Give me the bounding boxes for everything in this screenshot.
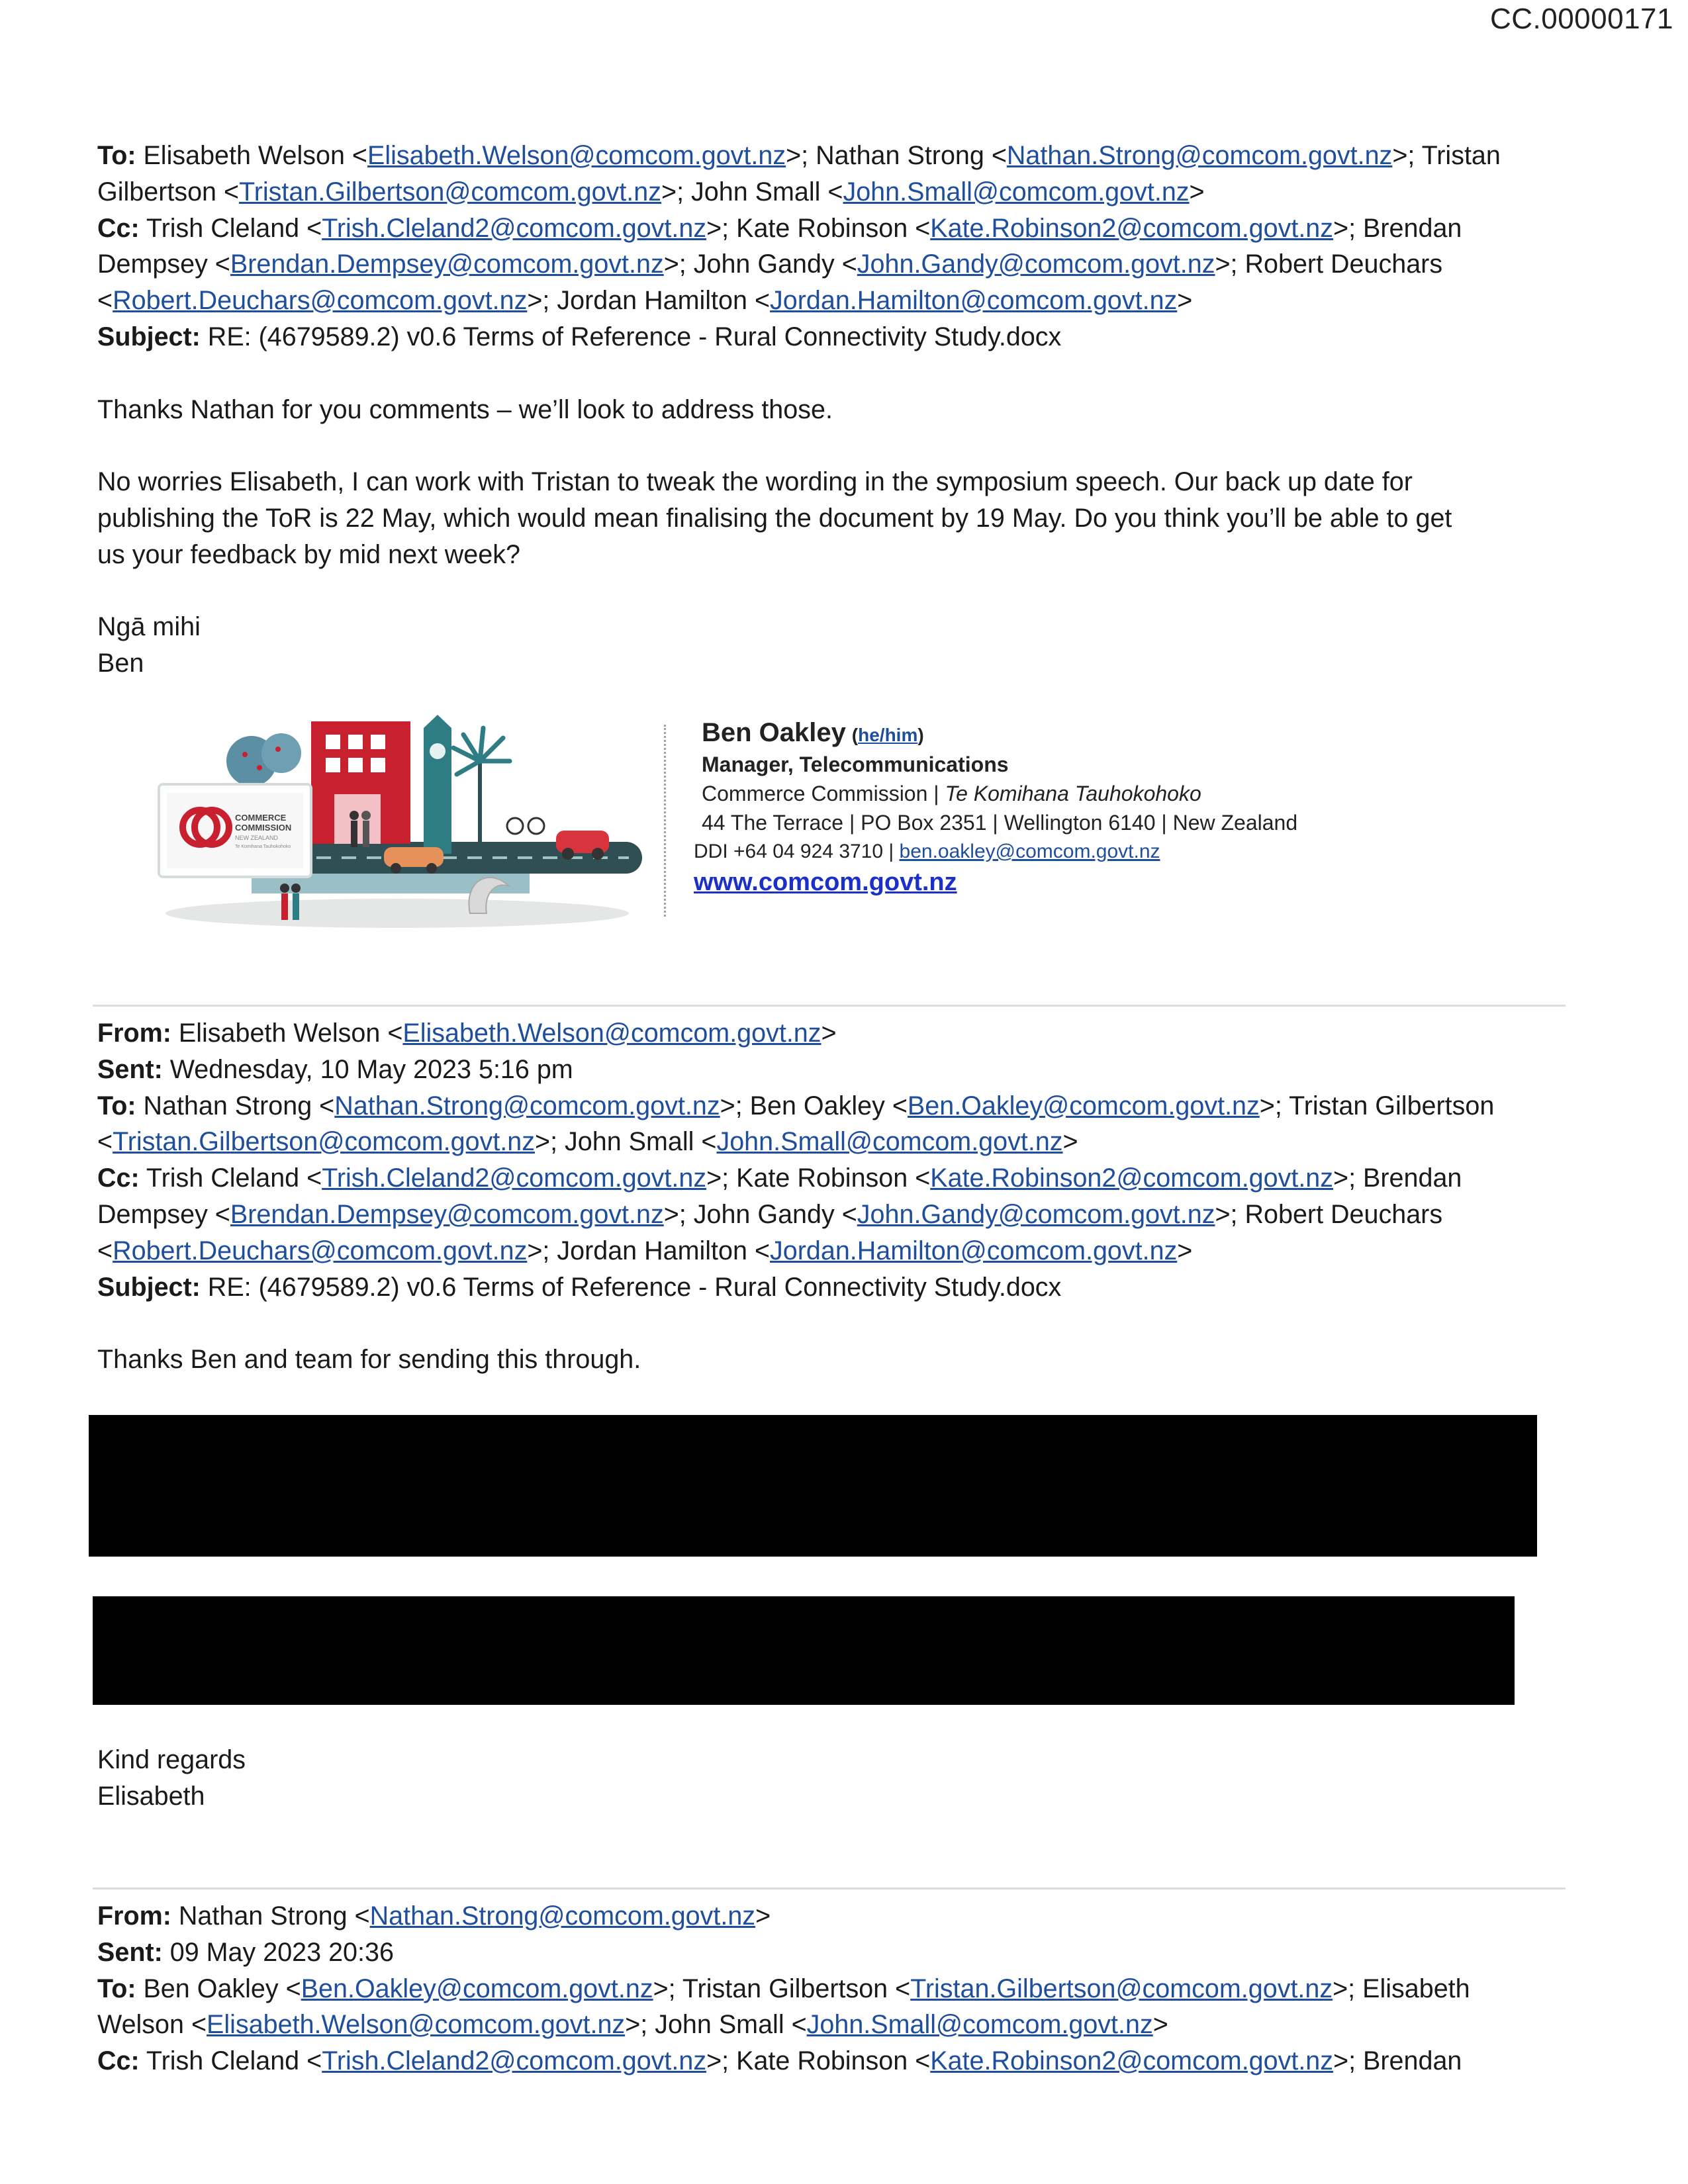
recipient-text: >; John Small < xyxy=(625,2010,807,2040)
recipient-text: > xyxy=(1062,1127,1078,1157)
email-link[interactable]: Brendan.Dempsey@comcom.govt.nz xyxy=(230,250,664,279)
logo-text: NEW ZEALAND xyxy=(235,835,279,841)
recipient-text: >; Kate Robinson < xyxy=(706,2046,931,2076)
subject-text: RE: (4679589.2) v0.6 Terms of Reference - Rural Connectivity Study.docx xyxy=(200,1272,1062,1302)
email-link[interactable]: Brendan.Dempsey@comcom.govt.nz xyxy=(230,1199,664,1229)
email-link[interactable]: Kate.Robinson2@comcom.govt.nz xyxy=(930,213,1334,243)
recipient-text: >; Brendan xyxy=(1333,2046,1462,2076)
email-link[interactable]: Elisabeth.Welson@comcom.govt.nz xyxy=(207,2010,626,2040)
signature-divider xyxy=(664,725,666,917)
sender-text: > xyxy=(755,1901,771,1931)
to-line-cont xyxy=(97,1124,1573,1160)
to-label: To: xyxy=(97,1974,136,2003)
from-label: From: xyxy=(97,1901,171,1931)
email-link[interactable]: John.Small@comcom.govt.nz xyxy=(806,2010,1153,2040)
email-separator xyxy=(93,1005,1566,1007)
redaction-block xyxy=(93,1596,1515,1705)
logo-text: COMMERCE xyxy=(235,813,287,823)
body-paragraph-line: us your feedback by mid next week? xyxy=(97,539,520,569)
recipient-text: >; Jordan Hamilton < xyxy=(527,1236,771,1265)
cc-label: Cc: xyxy=(97,1163,140,1193)
website-link[interactable]: www.comcom.govt.nz xyxy=(694,868,957,896)
recipient-text: >; Brendan xyxy=(1333,1163,1462,1193)
email-2-header-body xyxy=(97,1015,1573,1378)
recipient-text: >; Nathan Strong < xyxy=(786,141,1007,170)
recipient-text: >; Tristan Gilbertson xyxy=(1259,1091,1495,1120)
body-paragraph: Thanks Ben and team for sending this through. xyxy=(97,1345,641,1375)
signoff-name: Elisabeth xyxy=(97,1781,205,1811)
subject-text: RE: (4679589.2) v0.6 Terms of Reference - Rural Connectivity Study.docx xyxy=(200,322,1062,351)
email-link[interactable]: Ben.Oakley@comcom.govt.nz xyxy=(907,1091,1260,1120)
recipient-text: Trish Cleland < xyxy=(139,1163,322,1193)
email-link[interactable]: Jordan.Hamilton@comcom.govt.nz xyxy=(770,286,1178,316)
email-link[interactable]: Tristan.Gilbertson@comcom.govt.nz xyxy=(239,177,661,206)
recipient-text: Elisabeth Welson < xyxy=(136,141,367,170)
cc-line-cont xyxy=(97,283,1573,319)
postal-address: 44 The Terrace | PO Box 2351 | Wellington 6140 | New Zealand xyxy=(702,811,1298,835)
recipient-text: >; John Gandy < xyxy=(663,1199,857,1229)
recipient-text: >; John Small < xyxy=(661,177,843,206)
from-line xyxy=(97,1015,1573,1052)
recipient-text: < xyxy=(97,1127,113,1157)
email-link[interactable]: John.Small@comcom.govt.nz xyxy=(716,1127,1063,1157)
signoff: Ngā mihi xyxy=(97,612,201,642)
email-link[interactable]: Tristan.Gilbertson@comcom.govt.nz xyxy=(113,1127,535,1157)
job-title: Manager, Telecommunications xyxy=(702,752,1009,776)
cc-line-cont xyxy=(97,246,1573,283)
recipient-text: >; Brendan xyxy=(1333,213,1462,243)
email-link[interactable]: Jordan.Hamilton@comcom.govt.nz xyxy=(770,1236,1178,1265)
email-link[interactable]: John.Small@comcom.govt.nz xyxy=(843,177,1190,206)
email-link[interactable]: Nathan.Strong@comcom.govt.nz xyxy=(1006,141,1393,170)
recipient-text: >; John Small < xyxy=(535,1127,717,1157)
cc-line-cont xyxy=(97,1197,1573,1233)
email-link[interactable]: Elisabeth.Welson@comcom.govt.nz xyxy=(367,141,786,170)
sender-name: Ben Oakley xyxy=(702,718,846,747)
org-name: Commerce Commission | xyxy=(702,782,945,805)
recipient-text: >; Tristan xyxy=(1392,141,1501,170)
recipient-text: Gilbertson < xyxy=(97,177,240,206)
recipient-text: > xyxy=(1177,286,1193,316)
recipient-text: < xyxy=(97,286,113,316)
body-paragraph: Thanks Nathan for you comments – we’ll look to address those. xyxy=(97,394,833,424)
recipient-text: >; Kate Robinson < xyxy=(706,213,931,243)
recipient-text: >; John Gandy < xyxy=(663,250,857,279)
sent-line xyxy=(97,1934,1573,1971)
to-line-cont xyxy=(97,174,1573,210)
sender-text: > xyxy=(821,1019,837,1048)
subject-label: Subject: xyxy=(97,1272,201,1302)
recipient-text: > xyxy=(1189,177,1205,206)
email-link[interactable]: Tristan.Gilbertson@comcom.govt.nz xyxy=(910,1974,1333,2003)
from-label: From: xyxy=(97,1019,171,1048)
recipient-text: > xyxy=(1177,1236,1193,1265)
recipient-text: >; Robert Deuchars xyxy=(1215,1199,1443,1229)
email-link[interactable]: Elisabeth.Welson@comcom.govt.nz xyxy=(402,1019,821,1048)
redaction-block xyxy=(89,1415,1537,1557)
recipient-text: >; Jordan Hamilton < xyxy=(527,286,771,316)
signature-email-link[interactable]: ben.oakley@comcom.govt.nz xyxy=(899,841,1160,862)
email-link[interactable]: Trish.Cleland2@comcom.govt.nz xyxy=(322,2046,707,2076)
cc-label: Cc: xyxy=(97,213,140,243)
cc-line xyxy=(97,1160,1573,1197)
page-id-stamp: CC.00000171 xyxy=(1489,3,1673,35)
body-paragraph-line: No worries Elisabeth, I can work with Tristan to tweak the wording in the symposium speech. Our back up date for xyxy=(97,467,1413,497)
recipient-text: >; Ben Oakley < xyxy=(720,1091,908,1120)
sender-text: Nathan Strong < xyxy=(171,1901,370,1931)
email-link[interactable]: Robert.Deuchars@comcom.govt.nz xyxy=(113,286,528,316)
recipient-text: >; Elisabeth xyxy=(1333,1974,1470,2003)
to-line-cont xyxy=(97,2007,1573,2043)
cc-line xyxy=(97,210,1573,247)
cc-line xyxy=(97,2043,1573,2079)
sent-label: Sent: xyxy=(97,1054,163,1084)
from-line xyxy=(97,1898,1573,1934)
logo-text: COMMISSION xyxy=(235,823,292,833)
to-line xyxy=(97,138,1573,174)
recipient-text: Trish Cleland < xyxy=(139,213,322,243)
cc-line-cont xyxy=(97,1233,1573,1269)
to-label: To: xyxy=(97,1091,136,1120)
commerce-commission-illustration xyxy=(152,715,652,933)
subject-line xyxy=(97,319,1573,355)
signature-block xyxy=(694,718,1298,897)
email-link[interactable]: Nathan.Strong@comcom.govt.nz xyxy=(369,1901,756,1931)
pronoun-link[interactable]: he/him xyxy=(858,725,918,745)
email-link[interactable]: Nathan.Strong@comcom.govt.nz xyxy=(334,1091,720,1120)
recipient-text: Nathan Strong < xyxy=(136,1091,335,1120)
recipient-text: >; Kate Robinson < xyxy=(706,1163,931,1193)
recipient-text: Trish Cleland < xyxy=(139,2046,322,2076)
sender-text: Elisabeth Welson < xyxy=(171,1019,403,1048)
cc-label: Cc: xyxy=(97,2046,140,2076)
to-line xyxy=(97,1088,1573,1124)
email-link[interactable]: Kate.Robinson2@comcom.govt.nz xyxy=(930,1163,1334,1193)
email-separator xyxy=(93,1888,1566,1889)
signoff: Kind regards xyxy=(97,1745,246,1774)
email-link[interactable]: Trish.Cleland2@comcom.govt.nz xyxy=(322,1163,707,1193)
signoff-name: Ben xyxy=(97,649,144,678)
recipient-text: >; Robert Deuchars xyxy=(1215,250,1443,279)
recipient-text: > xyxy=(1152,2010,1168,2040)
to-line xyxy=(97,1971,1573,2007)
recipient-text: Dempsey < xyxy=(97,1199,230,1229)
subject-line xyxy=(97,1269,1573,1306)
sent-line xyxy=(97,1052,1573,1088)
email-3-header xyxy=(97,1898,1573,2079)
email-1-header-body xyxy=(97,138,1573,682)
recipient-text: Ben Oakley < xyxy=(136,1974,301,2003)
ddi-number: DDI +64 04 924 3710 | xyxy=(694,841,900,862)
to-label: To: xyxy=(97,141,136,170)
subject-label: Subject: xyxy=(97,322,201,351)
email-2-signoff xyxy=(97,1742,1573,1815)
pronoun-close: ) xyxy=(917,725,924,745)
email-link[interactable]: Robert.Deuchars@comcom.govt.nz xyxy=(113,1236,528,1265)
recipient-text: Welson < xyxy=(97,2010,207,2040)
email-link[interactable]: John.Gandy@comcom.govt.nz xyxy=(857,1199,1215,1229)
email-link[interactable]: Trish.Cleland2@comcom.govt.nz xyxy=(322,213,707,243)
sent-timestamp: Wednesday, 10 May 2023 5:16 pm xyxy=(162,1054,573,1084)
email-link[interactable]: John.Gandy@comcom.govt.nz xyxy=(857,250,1215,279)
email-link[interactable]: Kate.Robinson2@comcom.govt.nz xyxy=(930,2046,1334,2076)
recipient-text: < xyxy=(97,1236,113,1265)
sent-label: Sent: xyxy=(97,1937,163,1967)
sent-timestamp: 09 May 2023 20:36 xyxy=(162,1937,394,1967)
pronoun-open: ( xyxy=(851,725,859,745)
org-name-maori: Te Komihana Tauhokohoko xyxy=(945,782,1201,805)
body-paragraph-line: publishing the ToR is 22 May, which would mean finalising the document by 19 May. Do you think you’ll be able to get xyxy=(97,503,1452,533)
recipient-text: >; Tristan Gilbertson < xyxy=(653,1974,911,2003)
logo-text: Te Komihana Tauhokohoko xyxy=(235,844,291,849)
email-link[interactable]: Ben.Oakley@comcom.govt.nz xyxy=(301,1974,653,2003)
recipient-text: Dempsey < xyxy=(97,250,230,279)
